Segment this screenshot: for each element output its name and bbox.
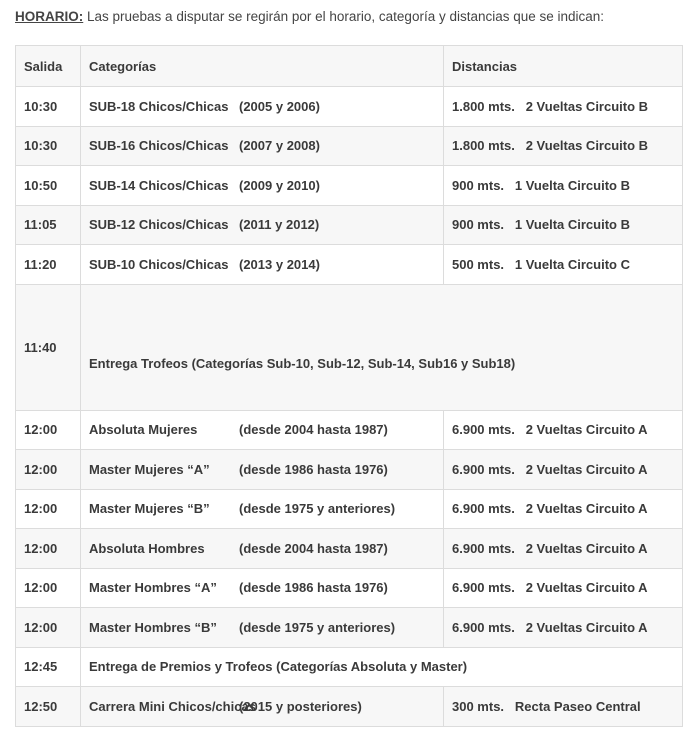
table-row (16, 166, 683, 206)
cell-categoria (81, 87, 444, 127)
cell-salida: 12:00 (16, 568, 81, 608)
category-name: Master Hombres “B” (89, 619, 217, 635)
table-row (16, 410, 683, 450)
cell-salida: 12:00 (16, 450, 81, 490)
cell-categoria (81, 568, 444, 608)
distance-value: 6.900 mts. (452, 580, 515, 596)
cell-salida: 11:05 (16, 205, 81, 245)
distance-value: 300 mts. (452, 698, 505, 714)
distance-value: 6.900 mts. (452, 540, 515, 556)
table-row (16, 568, 683, 608)
cell-salida: 11:20 (16, 245, 81, 285)
intro-text: Las pruebas a disputar se regirán por el horario, categoría y distancias que se indican: (83, 9, 605, 24)
category-name: Carrera Mini Chicos/chicas (89, 698, 256, 714)
distance-value: 6.900 mts. (452, 619, 515, 635)
category-years: (2011 y 2012) (239, 217, 320, 233)
distance-route: 1 Vuelta Circuito B (514, 217, 630, 233)
cell-distancia (444, 205, 683, 245)
cell-categoria (81, 687, 444, 727)
category-years: (desde 1986 hasta 1976) (239, 461, 388, 477)
distance-route: 2 Vueltas Circuito B (525, 138, 649, 154)
category-years: (2007 y 2008) (239, 138, 320, 154)
table-row (16, 450, 683, 490)
schedule-intro (15, 9, 604, 24)
category-years: (desde 1975 y anteriores) (239, 619, 396, 635)
header-categorias: Categorías (81, 46, 444, 87)
distance-route: 2 Vueltas Circuito B (525, 98, 649, 114)
header-salida: Salida (16, 46, 81, 87)
distance-route: 1 Vuelta Circuito B (514, 177, 630, 193)
table-row (16, 87, 683, 127)
category-name: Master Mujeres “B” (89, 501, 210, 517)
cell-distancia (444, 687, 683, 727)
ceremony-text: Entrega Trofeos (Categorías Sub-10, Sub-12, Sub-14, Sub16 y Sub18) (89, 355, 516, 371)
table-row (16, 205, 683, 245)
cell-salida: 12:00 (16, 529, 81, 569)
header-distancias: Distancias (444, 46, 683, 87)
distance-value: 900 mts. (452, 217, 505, 233)
cell-salida: 11:40 (16, 284, 81, 410)
category-years: (2009 y 2010) (239, 177, 320, 193)
intro-lead: HORARIO: (15, 9, 84, 24)
category-name: Absoluta Hombres (89, 540, 205, 556)
distance-value: 900 mts. (452, 177, 505, 193)
distance-route: 2 Vueltas Circuito A (525, 540, 648, 556)
cell-categoria (81, 489, 444, 529)
category-years: (2005 y 2006) (239, 98, 320, 114)
cell-distancia (444, 245, 683, 285)
category-years: (desde 2004 hasta 1987) (239, 540, 388, 556)
distance-route: 2 Vueltas Circuito A (525, 580, 648, 596)
distance-route: 1 Vuelta Circuito C (514, 256, 630, 272)
cell-salida: 12:00 (16, 410, 81, 450)
category-name: Absoluta Mujeres (89, 422, 198, 438)
distance-value: 500 mts. (452, 256, 505, 272)
schedule-body (16, 87, 683, 727)
cell-salida: 12:00 (16, 608, 81, 648)
cell-categoria (81, 245, 444, 285)
cell-ceremony (81, 647, 683, 687)
cell-categoria (81, 608, 444, 648)
cell-salida: 10:50 (16, 166, 81, 206)
cell-distancia (444, 489, 683, 529)
distance-route: 2 Vueltas Circuito A (525, 422, 648, 438)
distance-route: 2 Vueltas Circuito A (525, 461, 648, 477)
category-name: Master Mujeres “A” (89, 461, 210, 477)
cell-salida: 10:30 (16, 87, 81, 127)
cell-ceremony (81, 284, 683, 410)
distance-value: 1.800 mts. (452, 98, 515, 114)
category-name: Master Hombres “A” (89, 580, 217, 596)
table-row (16, 284, 683, 410)
ceremony-text: Entrega de Premios y Trofeos (Categorías Absoluta y Master) (89, 659, 468, 675)
distance-route: 2 Vueltas Circuito A (525, 619, 648, 635)
table-row (16, 126, 683, 166)
cell-distancia (444, 529, 683, 569)
distance-route: Recta Paseo Central (514, 698, 641, 714)
category-years: (2015 y posteriores) (239, 698, 362, 714)
cell-distancia (444, 568, 683, 608)
distance-value: 6.900 mts. (452, 501, 515, 517)
cell-distancia (444, 608, 683, 648)
cell-distancia (444, 410, 683, 450)
cell-salida: 12:00 (16, 489, 81, 529)
category-name: SUB-16 Chicos/Chicas (89, 138, 229, 154)
table-header-row (16, 46, 683, 87)
category-name: SUB-18 Chicos/Chicas (89, 98, 229, 114)
cell-salida: 12:50 (16, 687, 81, 727)
cell-categoria (81, 529, 444, 569)
schedule-table (15, 45, 683, 727)
category-name: SUB-10 Chicos/Chicas (89, 256, 229, 272)
cell-categoria (81, 410, 444, 450)
cell-categoria (81, 450, 444, 490)
cell-categoria (81, 126, 444, 166)
distance-route: 2 Vueltas Circuito A (525, 501, 648, 517)
distance-value: 6.900 mts. (452, 461, 515, 477)
table-row (16, 529, 683, 569)
category-name: SUB-14 Chicos/Chicas (89, 177, 229, 193)
cell-categoria (81, 166, 444, 206)
category-name: SUB-12 Chicos/Chicas (89, 217, 229, 233)
table-row (16, 489, 683, 529)
distance-value: 1.800 mts. (452, 138, 515, 154)
table-row (16, 245, 683, 285)
cell-distancia (444, 126, 683, 166)
cell-salida: 12:45 (16, 647, 81, 687)
category-years: (desde 1986 hasta 1976) (239, 580, 388, 596)
cell-salida: 10:30 (16, 126, 81, 166)
category-years: (2013 y 2014) (239, 256, 320, 272)
distance-value: 6.900 mts. (452, 422, 515, 438)
cell-categoria (81, 205, 444, 245)
cell-distancia (444, 450, 683, 490)
table-row (16, 608, 683, 648)
category-years: (desde 2004 hasta 1987) (239, 422, 388, 438)
cell-distancia (444, 166, 683, 206)
table-row (16, 687, 683, 727)
cell-distancia (444, 87, 683, 127)
category-years: (desde 1975 y anteriores) (239, 501, 396, 517)
table-row (16, 647, 683, 687)
